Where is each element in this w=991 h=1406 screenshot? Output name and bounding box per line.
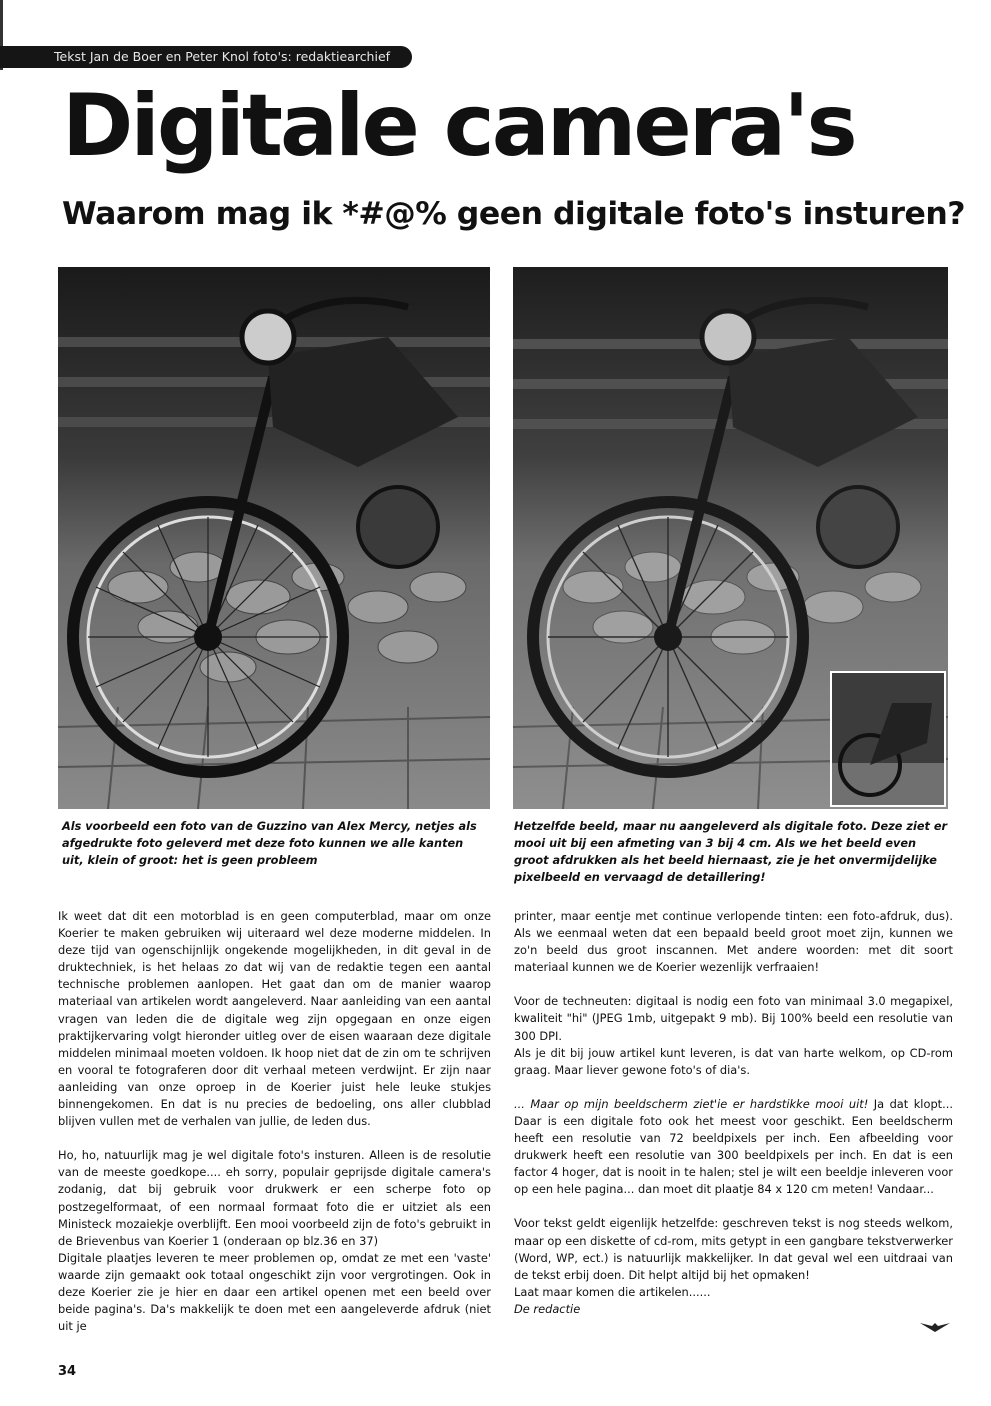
body-paragraph: printer, maar eentje met continue verlopende tinten: een foto-afdruk, dus). Als we eenmaal weten dat een bepaald beeld groot moet zijn, kunnen we zo'n beeld dus groot inscannen. Met andere woorden: met dit soort materiaal kunnen we de Koerier wezenlijk verfraaien! — [514, 909, 953, 975]
photo-caption-left: Als voorbeeld een foto van de Guzzino van Alex Mercy, netjes als afgedrukte foto geleverd met deze foto kunnen we alle kanten uit, klein of groot: het is geen probleem — [62, 820, 477, 867]
small-photo-graphic — [832, 673, 944, 805]
quote-answer: Ja dat klopt... Daar is een digitale foto ook het meest voor geschikt. Een beeldscherm heeft een resolutie van 72 beeldpixels per inch. Een afbeelding voor drukwerk heeft een resolutie van 300 beeldpixels per inch. En dat is een factor 4 hoger, dat is nooit in te halen; stel je wilt een beeldje inleveren voor op een hele pagina... dan moet dit plaatje 84 x 120 cm meten! Vandaar... — [514, 1096, 953, 1197]
motorcycle-photo-graphic — [58, 267, 490, 809]
motorcycle-photo-digital — [513, 267, 948, 809]
page-subtitle: Waarom mag ik *#@% geen digitale foto's insturen? — [62, 196, 966, 232]
page-number: 34 — [58, 1364, 77, 1379]
body-paragraph: Laat maar komen die artikelen...... — [514, 1284, 711, 1299]
body-paragraph: Digitale plaatjes leveren te meer problemen op, omdat ze met een 'vaste' waarde zijn gemaakt ook totaal ongeschikt zijn voor vergrotingen. Ook in deze Koerier zie je hier en daar een artikel openen met een beeld over beide pagina's. Da's makkelijk te doen met een aangeleverde afdruk (niet uit je — [58, 1250, 491, 1334]
motorcycle-photo-print — [58, 267, 490, 809]
photo-caption-right: Hetzelfde beeld, maar nu aangeleverd als digitale foto. Deze ziet er mooi uit bij een afmeting van 3 bij 4 cm. Als we het beeld even groot afdrukken als het beeld hiernaast, zie je het onvermijdelijke pixelbeeld en vervaagd de detaillering! — [514, 820, 948, 884]
body-paragraph: Ho, ho, natuurlijk mag je wel digitale foto's insturen. Alleen is de resolutie van de meeste goedkope.... eh sorry, populair geprijsde digitale camera's zodanig, dat bij gebruik voor drukwerk er een scherpe foto op postzegelformaat, of een normaal formaat foto die er uitziet als een Ministeck mozaiekje overblijft. Een mooi voorbeeld zijn de foto's gebruikt in de Brievenbus van Koerier 1 (onderaan op blz.36 en 37) — [58, 1148, 491, 1248]
body-paragraph — [514, 1096, 953, 1199]
article-column-left — [58, 908, 491, 1352]
page-title: Digitale camera's — [62, 76, 855, 176]
signoff: De redactie — [514, 1301, 581, 1316]
quoted-question: ... Maar op mijn beeldscherm ziet'ie er hardstikke mooi uit! — [514, 1096, 869, 1111]
article-column-right — [514, 908, 953, 1318]
body-paragraph: Voor de techneuten: digitaal is nodig een foto van minimaal 3.0 megapixel, kwaliteit "hi" (JPEG 1mb, uitgepakt 9 mb). Bij 100% beeld een resolutie van 300 DPI. — [514, 994, 953, 1043]
small-digital-photo-inset — [830, 671, 946, 807]
body-paragraph: Voor tekst geldt eigenlijk hetzelfde: geschreven tekst is nog steeds welkom, maar op een diskette of cd-rom, mits getypt in een gangbare tekstverwerker (Word, WP, ect.) is natuurlijk makkelijker. In dat geval wel een uitdraai van de tekst erbij doen. Dit helpt altijd bij het opmaken! — [514, 1216, 953, 1282]
body-paragraph: Ik weet dat dit een motorblad is en geen computerblad, maar om onze Koerier te maken gebruiken wij uiteraard wel deze moderne middelen. In deze tijd van ogenschijnlijk ongekende mogelijkheden, in dit geval in de druktechniek, is het helaas zo dat wij van de redaktie tegen een aantal technische problemen aanlopen. Het gaat dan om de manier waarop materiaal van artikelen wordt aangeleverd. Naar aanleiding van een aantal vragen van leden die de digitale weg zijn opgegaan en onze eigen praktijkervaring volgt hieronder uitleg over de eisen waaraan deze digitale middelen minimaal moeten voldoen. Ik hoop niet dat de zin om te schrijven en vooral te fotograferen door dit verhaal meteen verdwijnt. Er zijn naar aanleiding van onze oproep in de Koerier juist hele leuke stukjes binnengekomen. En dat is nu precies de bedoeling, ons aller clubblad blijven vullen met de verhalen van jullie, de leden dus. — [58, 909, 491, 1129]
body-paragraph: Als je dit bij jouw artikel kunt leveren, is dat van harte welkom, op CD-rom graag. Maar liever gewone foto's of dia's. — [514, 1045, 953, 1077]
eagle-logo-icon — [920, 1321, 950, 1333]
credit-bar: Tekst Jan de Boer en Peter Knol foto's: redaktiearchief — [0, 46, 412, 68]
